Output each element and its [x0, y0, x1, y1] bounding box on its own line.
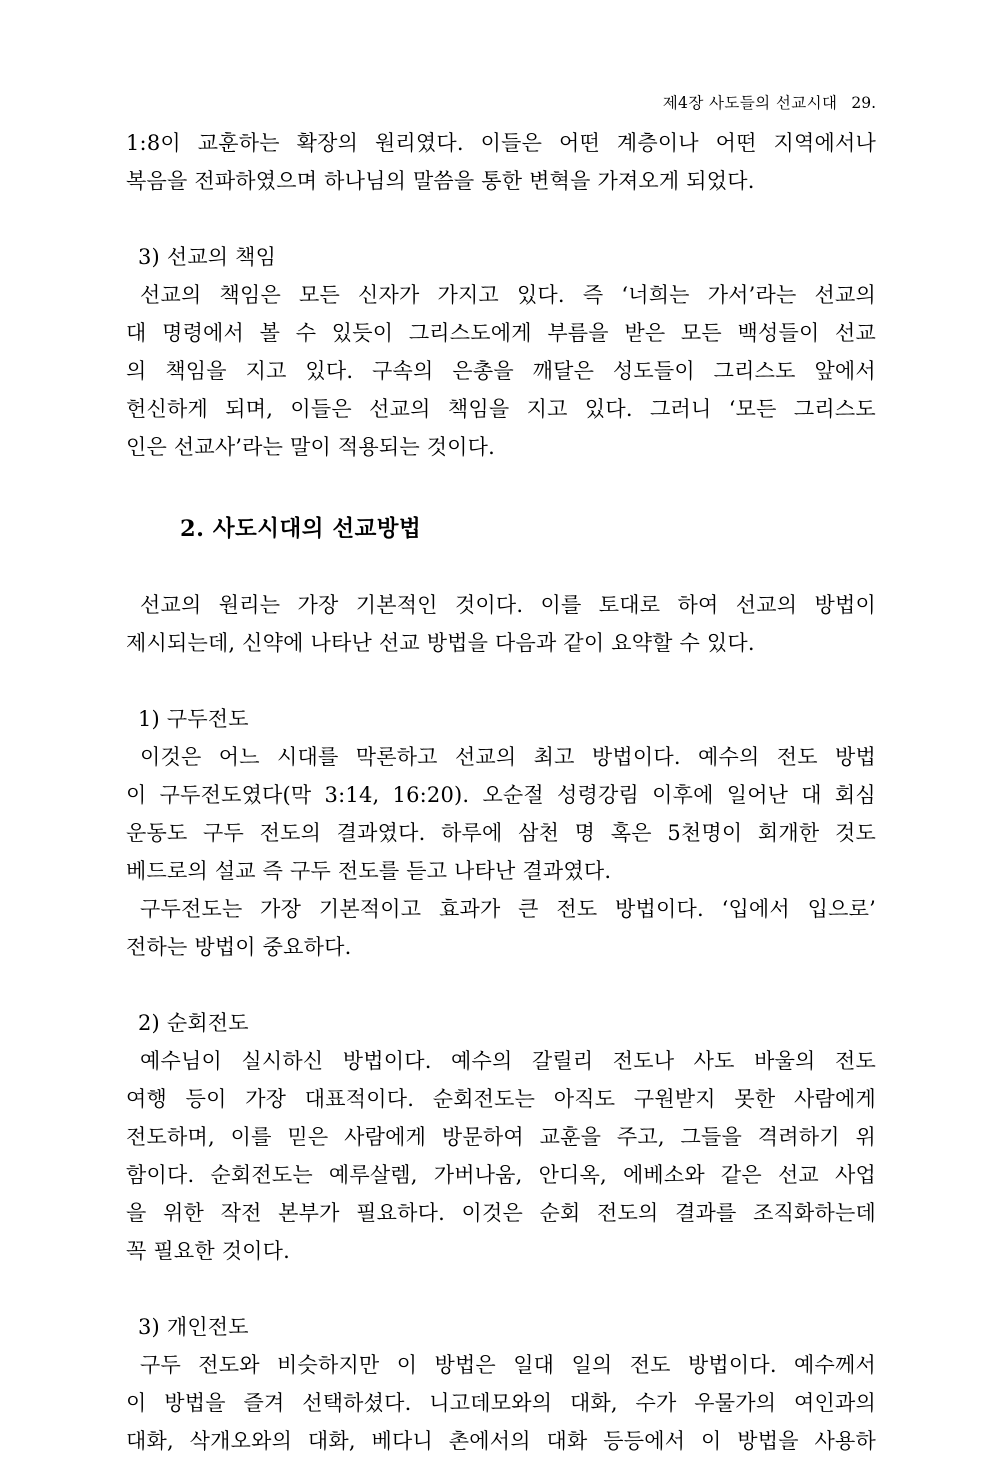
text-line: 구두 전도와 비슷하지만 이 방법은 일대 일의 전도 방법이다. 예수께서 [140, 1352, 876, 1377]
paragraph-intro [126, 124, 876, 200]
paragraph-gap [126, 662, 876, 700]
text-line: 전도하며, 이를 믿은 사람에게 방문하여 교훈을 주고, 그들을 격려하기 위 [126, 1124, 876, 1149]
text-line: 꼭 필요한 것이다. [126, 1238, 291, 1263]
running-head-title: 제4장 사도들의 선교시대 [662, 94, 838, 112]
text-line: 복음을 전파하였으며 하나님의 말씀을 통한 변혁을 가져오게 되었다. [126, 168, 755, 193]
subheading-itinerant-evangelism: 2) 순회전도 [138, 1010, 249, 1035]
text-line: 인은 선교사’라는 말이 적용되는 것이다. [126, 434, 496, 459]
text-line: 의 책임을 지고 있다. 구속의 은총을 깨달은 성도들이 그리스도 앞에서 [126, 358, 876, 383]
text-line: 헌신하게 되며, 이들은 선교의 책임을 지고 있다. 그러니 ‘모든 그리스도 [126, 396, 876, 421]
text-line: 구두전도는 가장 기본적이고 효과가 큰 전도 방법이다. ‘입에서 입으로’ [140, 896, 876, 921]
text-line: 여행 등이 가장 대표적이다. 순회전도는 아직도 구원받지 못한 사람에게 [126, 1086, 876, 1111]
page-number: 29. [851, 94, 876, 112]
section-gap [126, 466, 876, 510]
text-line: 운동도 구두 전도의 결과였다. 하루에 삼천 명 혹은 5천명이 회개한 것도 [126, 820, 876, 845]
paragraph-personal-evangelism [126, 1346, 876, 1460]
subheading-mission-responsibility: 3) 선교의 책임 [138, 244, 277, 269]
text-line: 1:8이 교훈하는 확장의 원리였다. 이들은 어떤 계층이나 어떤 지역에서나 [126, 130, 876, 155]
text-line: 제시되는데, 신약에 나타난 선교 방법을 다음과 같이 요약할 수 있다. [126, 630, 755, 655]
text-line: 대 명령에서 볼 수 있듯이 그리스도에게 부름을 받은 모든 백성들이 선교 [126, 320, 876, 345]
text-line: 이 구두전도였다(막 3:14, 16:20). 오순절 성령강림 이후에 일어난 대 회심 [126, 782, 876, 807]
section-heading-gap [126, 548, 876, 586]
text-line: 선교의 책임은 모든 신자가 가지고 있다. 즉 ‘너희는 가서’라는 선교의 [140, 282, 876, 307]
paragraph-gap [126, 200, 876, 238]
paragraph-gap [126, 1270, 876, 1308]
paragraph-itinerant-evangelism [126, 1042, 876, 1270]
subheading-oral-evangelism: 1) 구두전도 [138, 706, 249, 731]
text-line: 전하는 방법이 중요하다. [126, 934, 352, 959]
text-line: 선교의 원리는 가장 기본적인 것이다. 이를 토대로 하여 선교의 방법이 [140, 592, 876, 617]
paragraph-oral-evangelism [126, 738, 876, 966]
text-line: 을 위한 작전 본부가 필요하다. 이것은 순회 전도의 결과를 조직화하는데 [126, 1200, 876, 1225]
text-line: 예수님이 실시하신 방법이다. 예수의 갈릴리 전도나 사도 바울의 전도 [140, 1048, 876, 1073]
paragraph-gap [126, 966, 876, 1004]
section-heading-apostolic-methods: 2. 사도시대의 선교방법 [180, 515, 422, 542]
paragraph-mission-responsibility [126, 276, 876, 466]
subheading-personal-evangelism: 3) 개인전도 [138, 1314, 249, 1339]
page-content-area [126, 96, 876, 1460]
text-line: 이것은 어느 시대를 막론하고 선교의 최고 방법이다. 예수의 전도 방법 [140, 744, 876, 769]
text-line: 함이다. 순회전도는 예루살렘, 가버나움, 안디옥, 에베소와 같은 선교 사업 [126, 1162, 876, 1187]
running-head [126, 96, 876, 112]
text-line: 대화, 삭개오와의 대화, 베다니 촌에서의 대화 등등에서 이 방법을 사용하 [126, 1428, 876, 1453]
paragraph-methods-intro [126, 586, 876, 662]
text-line: 베드로의 설교 즉 구두 전도를 듣고 나타난 결과였다. [126, 858, 612, 883]
text-line: 이 방법을 즐겨 선택하셨다. 니고데모와의 대화, 수가 우물가의 여인과의 [126, 1390, 876, 1415]
